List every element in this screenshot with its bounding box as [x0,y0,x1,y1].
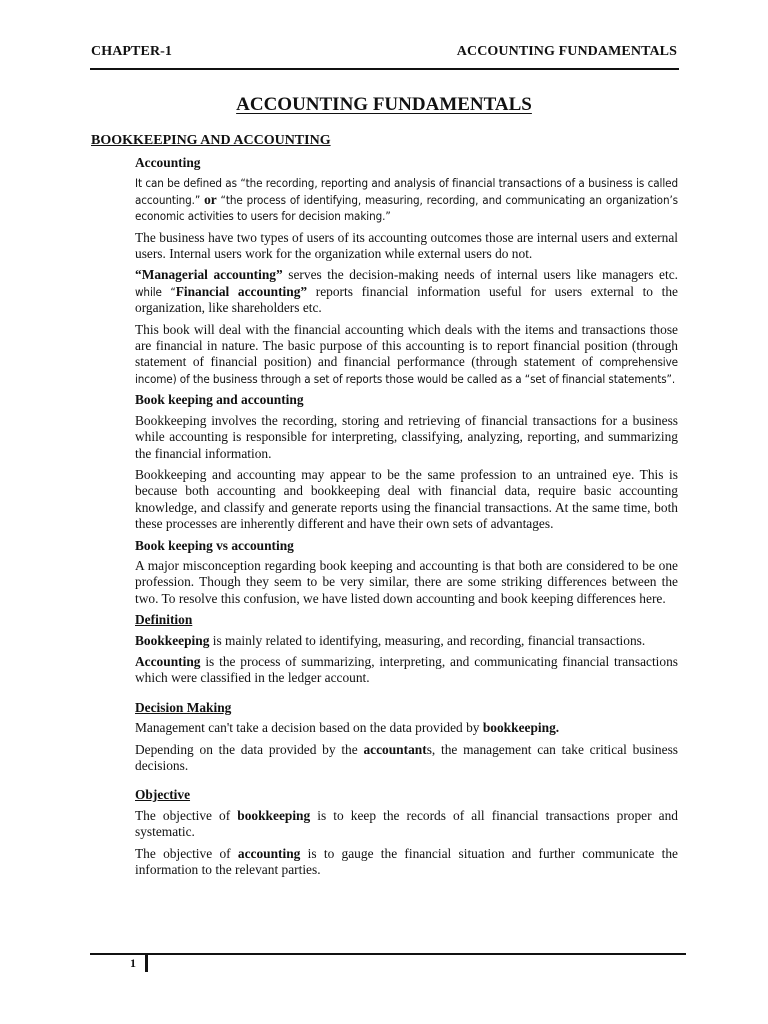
section-heading: BOOKKEEPING AND ACCOUNTING [91,133,331,148]
paragraph-users: The business have two types of users of its accounting outcomes those are internal users and external users. Internal users work for the organization while external users do not. [135,229,678,262]
paragraph-dm-bookkeeping: Management can't take a decision based on the data provided by bookkeeping. [135,720,560,736]
page-title-text: ACCOUNTING FUNDAMENTALS [236,94,532,115]
subheading-decision-making: Decision Making [135,699,232,715]
subheading-bookkeeping-and-accounting: Book keeping and accounting [135,392,304,408]
paragraph-managerial: “Managerial accounting” serves the decision-making needs of internal users like managers etc. while “Financial accounting” reports financial information useful for users external to the organization, like shareholders etc. [135,267,678,316]
header-chapter: CHAPTER-1 [91,44,173,59]
page-title [0,94,768,116]
header-rule [90,68,679,70]
page-number: 1 [130,956,136,970]
subheading-definition: Definition [135,612,193,628]
paragraph-bookkeeping-involves: Bookkeeping involves the recording, storing and retrieving of financial transactions for a business while accounting is responsible for interpreting, classifying, analyzing, reporting, and summarizing the financial information. [135,412,678,461]
footer-rule [90,953,686,955]
paragraph-definition: It can be defined as “the recording, reporting and analysis of financial transactions of a business is called accounting.” or “the process of identifying, measuring, recording, and communicating an organization’s economic activities to users for decision making.” [135,176,679,224]
spacer [135,692,678,700]
paragraph-misconception: A major misconception regarding book keeping and accounting is that both are considered to be one profession. Though they seem to be very similar, there are some striking differences between the two. To resolve this confusion, we have listed down accounting and book keeping differences here. [135,557,678,606]
paragraph-obj-accounting: The objective of accounting is to gauge the financial situation and further communicate the information to the relevant parties. [135,845,678,878]
subheading-objective: Objective [135,787,191,803]
subheading-accounting: Accounting [135,155,201,170]
paragraph-obj-bookkeeping: The objective of bookkeeping is to keep the records of all financial transactions proper and systematic. [135,807,678,840]
header-title: ACCOUNTING FUNDAMENTALS [456,44,677,59]
page-number-bar [145,955,148,972]
running-header [91,44,677,60]
paragraph-book-scope: This book will deal with the financial accounting which deals with the items and transactions those are financial in nature. The basic purpose of this accounting is to report financial position (through statement of financial position) and financial performance (through statement of comprehensive income) of the business through a set of reports those would be called as a “set of financial statements”. [135,321,678,386]
body-text [135,155,678,883]
paragraph-dm-accountants: Depending on the data provided by the accountants, the management can take critical business decisions. [135,741,678,773]
subheading-bookkeeping-vs-accounting: Book keeping vs accounting [135,537,294,553]
paragraph-def-bookkeeping: Bookkeeping is mainly related to identifying, measuring, and recording, financial transactions. [135,632,646,648]
spacer [135,779,678,787]
paragraph-appear-same: Bookkeeping and accounting may appear to be the same profession to an untrained eye. This is because both accounting and bookkeeping deal with financial data, require basic accounting knowledge, and classify and generate reports using the financial transactions. At the same time, both these processes are inherently different and have their own sets of advantages. [135,466,678,532]
paragraph-def-accounting: Accounting is the process of summarizing, interpreting, and communicating financial transactions which were classified in the ledger account. [135,653,678,686]
